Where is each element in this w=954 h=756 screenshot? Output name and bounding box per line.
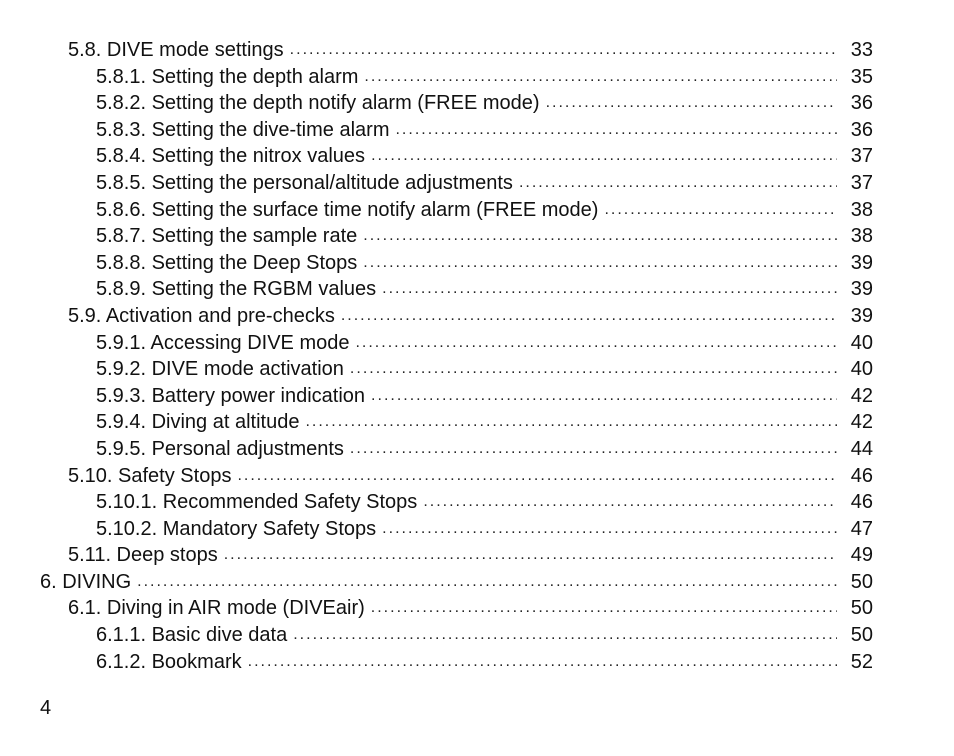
toc-entry-title: 5.10.2. Mandatory Safety Stops (96, 517, 377, 540)
dot-leader (382, 516, 837, 543)
dot-leader (519, 170, 837, 197)
toc-entry-title: 5.8.8. Setting the Deep Stops (96, 251, 358, 274)
dot-leader (423, 489, 837, 516)
dot-leader (290, 37, 837, 64)
dot-leader (604, 197, 837, 224)
dot-leader (364, 64, 837, 91)
toc-entry[interactable] (0, 37, 954, 64)
dot-leader (341, 303, 837, 330)
dot-leader (371, 383, 837, 410)
toc-entry-page: 39 (850, 304, 873, 327)
dot-leader (350, 356, 837, 383)
dot-leader (248, 649, 837, 676)
toc-entry[interactable] (0, 542, 954, 569)
dot-leader (305, 409, 837, 436)
toc-entry-title: 5.8.7. Setting the sample rate (96, 225, 358, 248)
page-number: 4 (40, 697, 52, 719)
toc-entry[interactable] (0, 622, 954, 649)
toc-entry-title: 5.9. Activation and pre-checks (68, 304, 335, 327)
toc-entry-page: 36 (850, 92, 873, 115)
toc-entry-title: 6.1.1. Basic dive data (96, 624, 288, 647)
toc-entry-title: 6.1.2. Bookmark (96, 650, 242, 673)
toc-entry[interactable] (0, 516, 954, 543)
toc-entry-title: 5.8. DIVE mode settings (68, 39, 284, 61)
toc-entry-title: 5.8.1. Setting the depth alarm (96, 65, 359, 88)
toc-entry-page: 37 (850, 171, 873, 194)
toc-entry[interactable] (0, 276, 954, 303)
dot-leader (137, 569, 837, 596)
toc-entry-page: 40 (850, 331, 873, 354)
toc-entry[interactable] (0, 595, 954, 622)
toc-entry[interactable] (0, 463, 954, 490)
toc-entry[interactable] (0, 64, 954, 91)
toc-entry-page: 33 (850, 39, 873, 61)
toc-entry[interactable] (0, 223, 954, 250)
toc-entry-page: 47 (850, 517, 873, 540)
toc-entry-title: 5.8.9. Setting the RGBM values (96, 278, 377, 301)
toc-entry-page: 39 (850, 278, 873, 301)
toc-entry-title: 5.8.4. Setting the nitrox values (96, 145, 366, 168)
toc-entry[interactable] (0, 90, 954, 117)
toc-entry[interactable] (0, 170, 954, 197)
toc-entry-page: 42 (850, 384, 873, 407)
toc-entry-title: 5.9.5. Personal adjustments (96, 437, 344, 460)
toc-entry-title: 5.8.2. Setting the depth notify alarm (FREE mode) (96, 92, 540, 115)
toc-entry-title: 5.11. Deep stops (68, 544, 218, 567)
toc-entry[interactable] (0, 117, 954, 144)
toc-entry-title: 5.8.3. Setting the dive-time alarm (96, 118, 390, 141)
toc-entry-page: 50 (850, 570, 873, 593)
dot-leader (371, 143, 837, 170)
dot-leader (382, 276, 837, 303)
toc-entry[interactable] (0, 303, 954, 330)
toc-entry-title: 5.8.6. Setting the surface time notify alarm (FREE mode) (96, 198, 599, 221)
toc-entry[interactable] (0, 197, 954, 224)
toc-entry-page: 38 (850, 198, 873, 221)
toc-entry-page: 37 (850, 145, 873, 168)
toc-entry[interactable] (0, 383, 954, 410)
dot-leader (363, 223, 837, 250)
toc-entry-page: 46 (850, 464, 873, 487)
toc-entry[interactable] (0, 569, 954, 596)
toc-entry-title: 6.1. Diving in AIR mode (DIVEair) (68, 597, 365, 620)
dot-leader (224, 542, 837, 569)
dot-leader (371, 595, 837, 622)
toc-entry[interactable] (0, 409, 954, 436)
toc-entry-page: 40 (850, 358, 873, 381)
dot-leader (293, 622, 837, 649)
toc-entry-title: 5.10.1. Recommended Safety Stops (96, 491, 418, 514)
toc-entry-page: 52 (850, 650, 873, 673)
toc-entry[interactable] (0, 649, 954, 676)
toc-entry-title: 5.10. Safety Stops (68, 464, 232, 487)
toc-entry[interactable] (0, 330, 954, 357)
toc-entry-page: 42 (850, 411, 873, 434)
toc-entry-page: 50 (850, 624, 873, 647)
toc-entry[interactable] (0, 436, 954, 463)
dot-leader (237, 463, 837, 490)
toc-entry-page: 35 (850, 65, 873, 88)
toc-entry-title: 6. DIVING (40, 570, 132, 593)
table-of-contents (0, 37, 954, 675)
toc-entry-page: 50 (850, 597, 873, 620)
toc-entry-page: 39 (850, 251, 873, 274)
toc-entry-page: 36 (850, 118, 873, 141)
dot-leader (395, 117, 837, 144)
toc-entry-title: 5.9.1. Accessing DIVE mode (96, 331, 350, 354)
toc-entry-title: 5.8.5. Setting the personal/altitude adjustments (96, 171, 513, 194)
dot-leader (546, 90, 837, 117)
toc-entry-page: 49 (850, 544, 873, 567)
dot-leader (355, 330, 837, 357)
toc-entry-page: 38 (850, 225, 873, 248)
toc-entry-title: 5.9.4. Diving at altitude (96, 411, 300, 434)
toc-entry[interactable] (0, 356, 954, 383)
toc-entry-page: 44 (850, 437, 873, 460)
dot-leader (363, 250, 837, 277)
dot-leader (350, 436, 837, 463)
toc-entry[interactable] (0, 489, 954, 516)
toc-entry-title: 5.9.2. DIVE mode activation (96, 358, 344, 381)
toc-entry-title: 5.9.3. Battery power indication (96, 384, 366, 407)
toc-entry[interactable] (0, 143, 954, 170)
toc-entry[interactable] (0, 250, 954, 277)
toc-entry-page: 46 (850, 491, 873, 514)
